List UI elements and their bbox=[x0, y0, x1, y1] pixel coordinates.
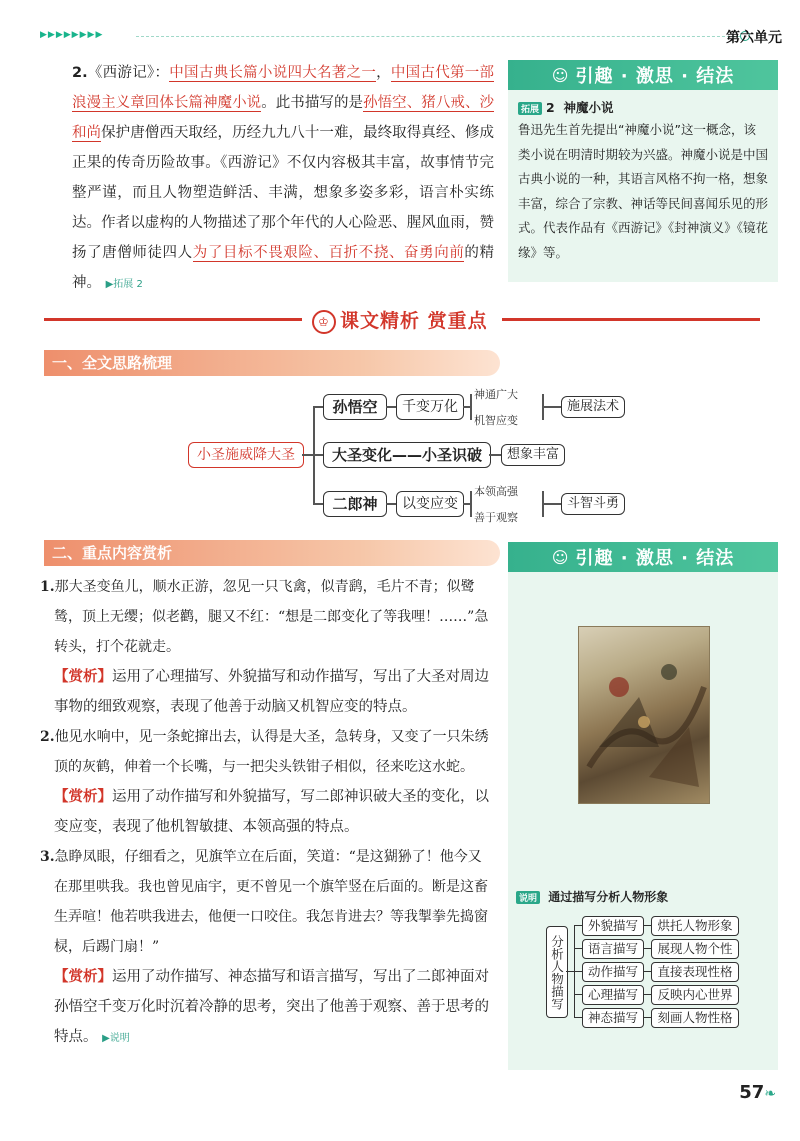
branch-dashengbianhua: 大圣变化——小圣识破 bbox=[323, 442, 491, 468]
connector bbox=[489, 454, 501, 456]
quote-text: 他见水响中，见一条蛇撺出去，认得是大圣，急转身，又变了一只朱绣顶的灰鹤，伸着一个长嘴，与一把尖头铁钳子相似，径来吃这水蛇。 bbox=[54, 729, 489, 775]
connector bbox=[386, 406, 396, 408]
banner-title-text: 课文精析 赏重点 bbox=[340, 310, 488, 332]
item-number: 2. bbox=[40, 729, 55, 745]
diagram-title: 通过描写分析人物形象 bbox=[548, 890, 669, 904]
highlight-2: 中国古代第一部浪漫主义章回体长篇神魔小说 bbox=[72, 65, 495, 111]
connector bbox=[574, 948, 582, 949]
page-number-text: 57 bbox=[739, 1082, 765, 1103]
analysis-item-1 bbox=[40, 572, 494, 722]
connector bbox=[643, 925, 651, 926]
sidebar-header-text: 引趣 · 激思 · 结法 bbox=[575, 548, 735, 569]
connector bbox=[543, 406, 561, 408]
unit-title: 第六单元 bbox=[726, 30, 782, 46]
badge-text: 拓展 bbox=[521, 105, 540, 115]
connector bbox=[386, 503, 396, 505]
sidebar-header-text: 引趣 · 激思 · 结法 bbox=[575, 66, 735, 87]
appreciation-label: 【赏析】 bbox=[54, 969, 112, 985]
effect-1: 烘托人物形象 bbox=[651, 916, 739, 936]
method-1: 外貌描写 bbox=[582, 916, 644, 936]
banner-title bbox=[312, 306, 488, 334]
quote-text: 急睁凤眼，仔细看之，见旗竿立在后面，笑道：“是这猢狲了！他今又在那里哄我。我也曾见庙宇，更不曾见一个旗竿竖在后面的。断是这畜生弄喧！他若哄我进去，他便一口咬住。我怎肯进去？等我掣拳先捣窗棂，后踢门扇！” bbox=[54, 849, 488, 955]
method-3: 动作描写 bbox=[582, 962, 644, 982]
appreciation-text: 运用了心理描写、外貌描写和动作描写，写出了大圣对周边事物的细致观察，表现了他善于动脑又机智应变的特点。 bbox=[54, 669, 489, 715]
appreciation-3 bbox=[40, 962, 494, 1054]
connector bbox=[470, 491, 472, 517]
sub-jizhiyingbian: 机智应变 bbox=[474, 414, 518, 427]
item-number: 1. bbox=[40, 579, 55, 595]
branch-yibianyingbian: 以变应变 bbox=[396, 491, 464, 517]
method-4: 心理描写 bbox=[582, 985, 644, 1005]
branch-qianbianwanhua: 千变万化 bbox=[396, 394, 464, 420]
comma: ， bbox=[376, 65, 391, 81]
battle-illustration bbox=[578, 626, 710, 804]
result-shizhanfashu: 施展法术 bbox=[561, 396, 625, 418]
connector bbox=[566, 971, 574, 972]
sidebar-title-row bbox=[518, 98, 768, 116]
connector bbox=[643, 971, 651, 972]
connector bbox=[574, 925, 582, 926]
sidebar-text: 鲁迅先生首先提出“神魔小说”这一概念，该类小说在明清时期较为兴盛。神魔小说是中国古典小说的一种，其语言风格不拘一格，想象丰富，综合了宗教、神话等民间喜闻乐见的形式。代表作品有《西游记》《封神演义》《镜花缘》等。 bbox=[518, 122, 769, 260]
banner-right-line bbox=[502, 318, 760, 321]
banner-left-line bbox=[44, 318, 302, 321]
illustration-figures bbox=[579, 627, 709, 803]
appreciation-text: 运用了动作描写、神态描写和语言描写，写出了二郎神面对孙悟空千变万化时沉着冷静的思考，突出了他善于观察、善于思考的特点。 bbox=[54, 969, 489, 1045]
connector bbox=[574, 994, 582, 995]
method-5: 神态描写 bbox=[582, 1008, 644, 1028]
highlight-1: 中国古典长篇小说四大名著之一 bbox=[169, 65, 377, 81]
header-arrows: ▶▶▶▶▶▶▶▶ bbox=[40, 30, 104, 40]
branch-erlangshen: 二郎神 bbox=[323, 491, 387, 517]
reader-icon: ☺ bbox=[551, 547, 570, 567]
colon: ： bbox=[154, 65, 170, 81]
explanation-badge: 说明 bbox=[516, 891, 540, 904]
connector bbox=[313, 454, 323, 456]
result-douzhidouyong: 斗智斗勇 bbox=[561, 493, 625, 515]
highlight-3: 孙悟空、猪八戒、沙和尚 bbox=[72, 95, 495, 141]
dashed-rule bbox=[136, 36, 740, 37]
method-2: 语言描写 bbox=[582, 939, 644, 959]
item-number: 3. bbox=[40, 849, 55, 865]
effect-3: 直接表现性格 bbox=[651, 962, 739, 982]
connector bbox=[543, 503, 561, 505]
connector bbox=[313, 503, 323, 505]
text-3: 的精神。 bbox=[72, 245, 495, 291]
header-rule bbox=[40, 30, 750, 42]
page-number bbox=[739, 1082, 776, 1103]
sidebar-explanation bbox=[508, 542, 778, 1070]
text-1: 。此书描写的是 bbox=[261, 95, 364, 111]
explanation-link[interactable]: ▶说明 bbox=[102, 1033, 130, 1044]
sidebar-extension bbox=[508, 60, 778, 282]
connector bbox=[643, 948, 651, 949]
text-2: 保护唐僧西天取经，历经九九八十一难，最终取得真经、修成正果的传奇历险故事。《西游记》不仅内容极其丰富，故事情节完整严谨，而且人物塑造鲜活、丰满，想象多姿多彩，语言朴实练达。作者以虚构的人物描述了那个年代的人心险恶、腥风血雨，赞扬了唐僧师徒四人 bbox=[72, 125, 494, 261]
highlight-4: 为了目标不畏艰险、百折不挠、奋勇向前 bbox=[192, 245, 465, 261]
appreciation-text: 运用了动作描写和外貌描写，写二郎神识破大圣的变化，以变应变，表现了他机智敏捷、本领高强的特点。 bbox=[54, 789, 489, 835]
appreciation-label: 【赏析】 bbox=[54, 669, 112, 685]
analysis-item-2 bbox=[40, 722, 494, 842]
sub-shentongguangda: 神通广大 bbox=[474, 388, 518, 401]
item2-paragraph bbox=[72, 58, 494, 300]
sub-shanyuguancha: 善于观察 bbox=[474, 511, 518, 524]
result-xiangxiangfengfu: 想象丰富 bbox=[501, 444, 565, 466]
book-title: 《西游记》 bbox=[87, 65, 155, 81]
badge-number: 2 bbox=[546, 100, 555, 115]
item-number: 2. bbox=[72, 65, 88, 81]
quote-text: 那大圣变鱼儿，顺水正游，忽见一只飞禽，似青鹞，毛片不青；似鹭鸶，顶上无缨；似老鹳，腿又不红：“想是二郎变化了等我哩！……”急转头，打个花就走。 bbox=[54, 579, 489, 655]
quote-2 bbox=[40, 722, 494, 782]
connector bbox=[574, 971, 582, 972]
connector bbox=[643, 994, 651, 995]
analysis-list bbox=[40, 572, 494, 1054]
mindmap-root: 小圣施威降大圣 bbox=[188, 442, 304, 468]
mind-map bbox=[0, 382, 800, 532]
connector bbox=[313, 406, 323, 408]
effect-4: 反映内心世界 bbox=[651, 985, 739, 1005]
analysis-item-3 bbox=[40, 842, 494, 1054]
branch-sunwukong: 孙悟空 bbox=[323, 394, 387, 420]
appreciation-2 bbox=[40, 782, 494, 842]
section-banner bbox=[44, 306, 760, 334]
connector bbox=[643, 1017, 651, 1018]
section1-header: 一、全文思路梳理 bbox=[44, 350, 500, 376]
extension-badge bbox=[518, 102, 542, 115]
diagram-title-row bbox=[516, 888, 668, 905]
effect-2: 展现人物个性 bbox=[651, 939, 739, 959]
connector bbox=[470, 394, 472, 420]
sidebar-header bbox=[508, 542, 778, 572]
book-icon: ❧ bbox=[764, 1086, 776, 1102]
quote-3 bbox=[40, 842, 494, 962]
connector bbox=[574, 1017, 582, 1018]
reader-icon: ☺ bbox=[551, 65, 570, 85]
sidebar-header bbox=[508, 60, 778, 90]
appreciation-1 bbox=[40, 662, 494, 722]
appreciation-label: 【赏析】 bbox=[54, 789, 112, 805]
section2-header: 二、重点内容赏析 bbox=[44, 540, 500, 566]
quote-1 bbox=[40, 572, 494, 662]
crown-icon: ♔ bbox=[312, 310, 336, 334]
sidebar-title: 神魔小说 bbox=[563, 100, 614, 115]
diagram-root: 分析人物描写 bbox=[546, 926, 568, 1018]
effect-5: 刻画人物性格 bbox=[651, 1008, 739, 1028]
extension-link[interactable]: ▶拓展 2 bbox=[105, 279, 143, 290]
sub-benlinggaoqiang: 本领高强 bbox=[474, 485, 518, 498]
